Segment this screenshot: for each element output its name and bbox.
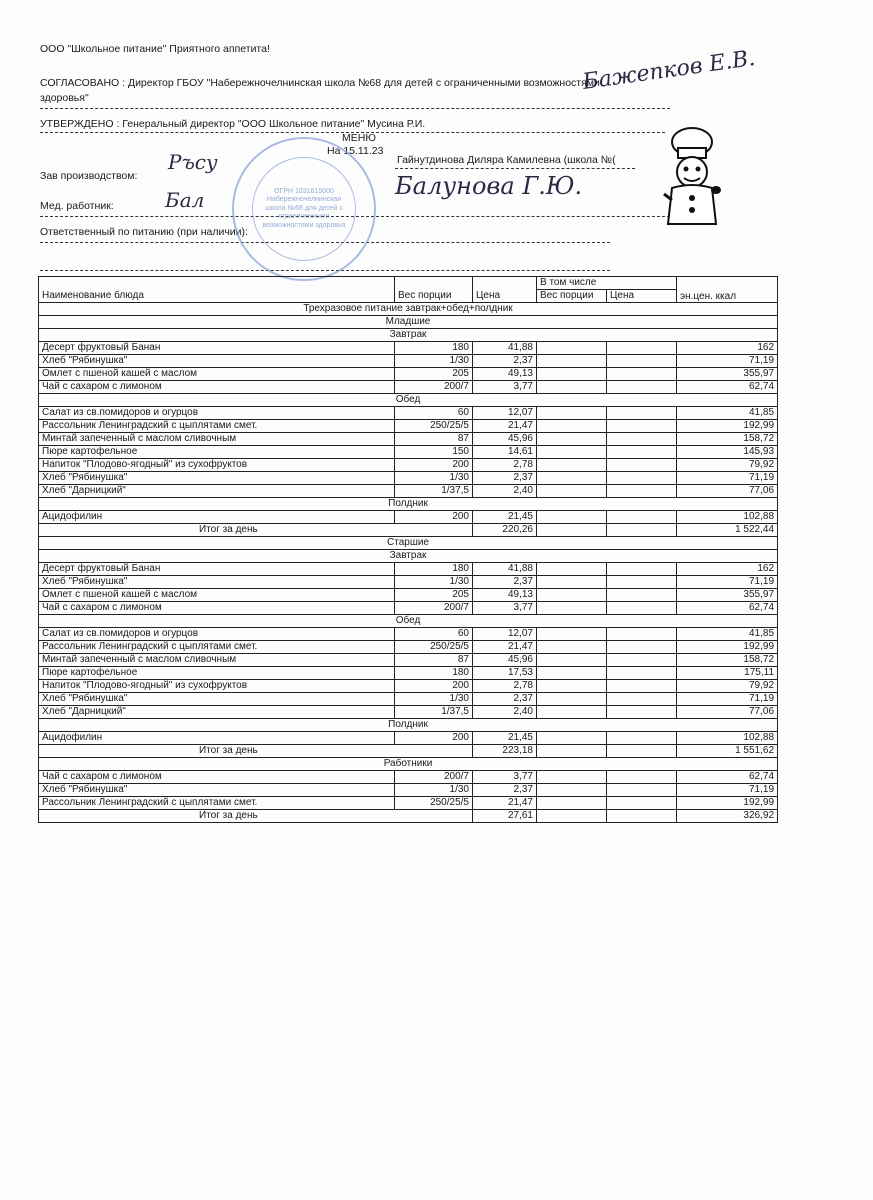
total-row — [39, 810, 778, 823]
dish-incl-weight — [537, 784, 607, 797]
dish-incl-price — [607, 563, 677, 576]
responsible-label: Ответственный по питанию (при наличии): — [40, 226, 248, 238]
stamp-text: ОГРН 1031619000 Набережночелнинская школа №68 для детей с ограниченными возможностями здоровья — [252, 157, 356, 261]
dish-name: Ацидофилин — [39, 511, 395, 524]
dish-price: 41,88 — [473, 563, 537, 576]
menu-table — [38, 276, 778, 823]
dish-incl-price — [607, 784, 677, 797]
total-price: 220,26 — [473, 524, 537, 537]
dish-incl-weight — [537, 602, 607, 615]
dish-energy: 192,99 — [677, 797, 778, 810]
dish-name: Минтай запеченный с маслом сливочным — [39, 654, 395, 667]
dish-incl-weight — [537, 667, 607, 680]
meal-label: Обед — [39, 615, 778, 628]
meal-label: Завтрак — [39, 550, 778, 563]
dish-weight: 60 — [395, 628, 473, 641]
dish-incl-weight — [537, 693, 607, 706]
meal-row — [39, 550, 778, 563]
dish-incl-weight — [537, 771, 607, 784]
dish-energy: 158,72 — [677, 433, 778, 446]
table-row — [39, 342, 778, 355]
official-stamp — [232, 137, 376, 281]
total-incl-weight — [537, 524, 607, 537]
dish-name: Рассольник Ленинградский с цыплятами смет. — [39, 797, 395, 810]
dish-incl-price — [607, 693, 677, 706]
dish-weight: 1/30 — [395, 784, 473, 797]
table-row — [39, 420, 778, 433]
group-row — [39, 537, 778, 550]
dish-incl-price — [607, 654, 677, 667]
dish-price: 2,78 — [473, 459, 537, 472]
dish-energy: 71,19 — [677, 693, 778, 706]
dish-weight: 1/37,5 — [395, 485, 473, 498]
table-row — [39, 693, 778, 706]
total-incl-price — [607, 524, 677, 537]
dish-weight: 1/30 — [395, 355, 473, 368]
total-label: Итог за день — [39, 810, 473, 823]
dish-price: 12,07 — [473, 407, 537, 420]
dish-price: 2,37 — [473, 693, 537, 706]
dish-energy: 145,93 — [677, 446, 778, 459]
dish-price: 2,37 — [473, 355, 537, 368]
meal-label: Обед — [39, 394, 778, 407]
dish-weight: 200 — [395, 732, 473, 745]
dish-incl-price — [607, 511, 677, 524]
total-label: Итог за день — [39, 524, 473, 537]
dish-incl-weight — [537, 459, 607, 472]
dish-weight: 250/25/5 — [395, 797, 473, 810]
confirmed-line: УТВЕРЖДЕНО : Генеральный директор "ООО Школьное питание" Мусина Р.И. — [40, 118, 426, 130]
dish-weight: 200/7 — [395, 602, 473, 615]
menu-title: МЕНЮ — [342, 132, 376, 144]
dish-weight: 250/25/5 — [395, 641, 473, 654]
dish-weight: 250/25/5 — [395, 420, 473, 433]
meal-label: Завтрак — [39, 329, 778, 342]
dish-weight: 200/7 — [395, 381, 473, 394]
dish-energy: 41,85 — [677, 628, 778, 641]
dish-weight: 200/7 — [395, 771, 473, 784]
dish-weight: 205 — [395, 589, 473, 602]
dish-incl-weight — [537, 589, 607, 602]
dish-incl-price — [607, 446, 677, 459]
meal-label: Полдник — [39, 498, 778, 511]
dish-incl-price — [607, 602, 677, 615]
table-row — [39, 407, 778, 420]
signature-prod-head: Ръсу — [168, 150, 218, 174]
table-row — [39, 667, 778, 680]
dish-weight: 1/30 — [395, 472, 473, 485]
group-label: Старшие — [39, 537, 778, 550]
total-energy: 326,92 — [677, 810, 778, 823]
dish-name: Омлет с пшеной кашей с маслом — [39, 589, 395, 602]
banner-cell: Трехразовое питание завтрак+обед+полдник — [39, 303, 778, 316]
table-row — [39, 589, 778, 602]
total-price: 27,61 — [473, 810, 537, 823]
dish-energy: 162 — [677, 342, 778, 355]
dish-price: 2,78 — [473, 680, 537, 693]
dish-name: Десерт фруктовый Банан — [39, 563, 395, 576]
dish-incl-weight — [537, 472, 607, 485]
dish-name: Хлеб "Рябинушка" — [39, 576, 395, 589]
dish-name: Салат из св.помидоров и огурцов — [39, 407, 395, 420]
table-row — [39, 355, 778, 368]
dish-name: Хлеб "Рябинушка" — [39, 693, 395, 706]
signature-med: Балунова Г.Ю. — [395, 172, 583, 200]
total-price: 223,18 — [473, 745, 537, 758]
total-incl-price — [607, 745, 677, 758]
prod-head-label: Зав производством: — [40, 170, 138, 182]
dish-weight: 1/30 — [395, 576, 473, 589]
table-row — [39, 797, 778, 810]
dish-energy: 355,97 — [677, 589, 778, 602]
dish-incl-weight — [537, 355, 607, 368]
dish-energy: 192,99 — [677, 420, 778, 433]
dish-price: 49,13 — [473, 589, 537, 602]
dish-energy: 79,92 — [677, 459, 778, 472]
group-row — [39, 758, 778, 771]
dish-energy: 71,19 — [677, 355, 778, 368]
table-row — [39, 654, 778, 667]
dish-name: Напиток "Плодово-ягодный" из сухофруктов — [39, 680, 395, 693]
dish-price: 2,37 — [473, 576, 537, 589]
group-label: Работники — [39, 758, 778, 771]
dish-name: Десерт фруктовый Банан — [39, 342, 395, 355]
dish-energy: 77,06 — [677, 706, 778, 719]
dish-price: 21,45 — [473, 511, 537, 524]
total-label: Итог за день — [39, 745, 473, 758]
dish-weight: 1/37,5 — [395, 706, 473, 719]
dish-energy: 162 — [677, 563, 778, 576]
dish-incl-price — [607, 342, 677, 355]
col-header-incl-weight: Вес порции — [537, 290, 607, 303]
dish-incl-weight — [537, 511, 607, 524]
org-line: ООО "Школьное питание" Приятного аппетита! — [40, 43, 270, 55]
dish-energy: 71,19 — [677, 576, 778, 589]
dish-price: 45,96 — [473, 654, 537, 667]
divider-prod-head — [395, 168, 635, 169]
dish-incl-weight — [537, 342, 607, 355]
dish-incl-weight — [537, 446, 607, 459]
dish-name: Рассольник Ленинградский с цыплятами смет. — [39, 641, 395, 654]
dish-weight: 87 — [395, 654, 473, 667]
total-incl-weight — [537, 810, 607, 823]
dish-incl-price — [607, 472, 677, 485]
dish-incl-weight — [537, 407, 607, 420]
dish-incl-weight — [537, 368, 607, 381]
meal-row — [39, 498, 778, 511]
dish-weight: 180 — [395, 342, 473, 355]
table-row — [39, 511, 778, 524]
dish-weight: 200 — [395, 680, 473, 693]
table-row — [39, 563, 778, 576]
dish-name: Минтай запеченный с маслом сливочным — [39, 433, 395, 446]
dish-weight: 205 — [395, 368, 473, 381]
table-row — [39, 628, 778, 641]
dish-incl-price — [607, 667, 677, 680]
dish-incl-weight — [537, 563, 607, 576]
table-row — [39, 433, 778, 446]
col-header-incl: В том числе — [537, 277, 677, 290]
dish-energy: 41,85 — [677, 407, 778, 420]
group-row — [39, 316, 778, 329]
table-row — [39, 732, 778, 745]
table-row — [39, 706, 778, 719]
dish-incl-weight — [537, 732, 607, 745]
dish-weight: 200 — [395, 459, 473, 472]
dish-incl-weight — [537, 433, 607, 446]
dish-name: Салат из св.помидоров и огурцов — [39, 628, 395, 641]
dish-incl-weight — [537, 654, 607, 667]
dish-incl-price — [607, 706, 677, 719]
dish-name: Хлеб "Рябинушка" — [39, 784, 395, 797]
dish-weight: 180 — [395, 667, 473, 680]
dish-price: 12,07 — [473, 628, 537, 641]
dish-price: 41,88 — [473, 342, 537, 355]
dish-energy: 71,19 — [677, 472, 778, 485]
dish-weight: 1/30 — [395, 693, 473, 706]
table-row — [39, 576, 778, 589]
dish-incl-price — [607, 680, 677, 693]
dish-incl-price — [607, 459, 677, 472]
dish-price: 45,96 — [473, 433, 537, 446]
dish-energy: 355,97 — [677, 368, 778, 381]
dish-energy: 158,72 — [677, 654, 778, 667]
dish-weight: 60 — [395, 407, 473, 420]
total-incl-price — [607, 810, 677, 823]
dish-incl-weight — [537, 641, 607, 654]
dish-name: Ацидофилин — [39, 732, 395, 745]
dish-incl-weight — [537, 797, 607, 810]
table-row — [39, 368, 778, 381]
menu-date: На 15.11.23 — [327, 145, 384, 157]
signature-director: Бажепков Е.В. — [581, 46, 757, 95]
dish-incl-price — [607, 433, 677, 446]
meal-row — [39, 329, 778, 342]
total-incl-weight — [537, 745, 607, 758]
table-row — [39, 680, 778, 693]
dish-weight: 200 — [395, 511, 473, 524]
col-header-name: Наименование блюда — [39, 277, 395, 303]
dish-name: Хлеб "Рябинушка" — [39, 355, 395, 368]
table-row — [39, 459, 778, 472]
dish-price: 49,13 — [473, 368, 537, 381]
prod-head-name: Гайнутдинова Диляра Камилевна (школа №( — [397, 154, 616, 166]
dish-name: Чай с сахаром с лимоном — [39, 381, 395, 394]
dish-name: Пюре картофельное — [39, 446, 395, 459]
dish-price: 21,47 — [473, 797, 537, 810]
dish-name: Чай с сахаром с лимоном — [39, 771, 395, 784]
total-row — [39, 745, 778, 758]
dish-energy: 62,74 — [677, 602, 778, 615]
dish-incl-weight — [537, 485, 607, 498]
dish-incl-price — [607, 381, 677, 394]
dish-energy: 62,74 — [677, 771, 778, 784]
dish-incl-price — [607, 485, 677, 498]
signature-med-initial: Бал — [165, 188, 205, 212]
dish-name: Хлеб "Дарницкий" — [39, 485, 395, 498]
approved-line: СОГЛАСОВАНО : Директор ГБОУ "Набережночелнинская школа №68 для детей с ограниченными возможностями — [40, 77, 600, 89]
dish-name: Омлет с пшеной кашей с маслом — [39, 368, 395, 381]
group-label: Младшие — [39, 316, 778, 329]
total-energy: 1 522,44 — [677, 524, 778, 537]
dish-price: 14,61 — [473, 446, 537, 459]
table-row — [39, 641, 778, 654]
table-row — [39, 771, 778, 784]
dish-price: 2,40 — [473, 706, 537, 719]
table-row — [39, 381, 778, 394]
dish-price: 17,53 — [473, 667, 537, 680]
dish-energy: 77,06 — [677, 485, 778, 498]
dish-incl-price — [607, 420, 677, 433]
dish-name: Рассольник Ленинградский с цыплятами смет. — [39, 420, 395, 433]
col-header-incl-price: Цена — [607, 290, 677, 303]
dish-energy: 192,99 — [677, 641, 778, 654]
dish-weight: 87 — [395, 433, 473, 446]
dish-weight: 180 — [395, 563, 473, 576]
dish-name: Пюре картофельное — [39, 667, 395, 680]
table-row — [39, 485, 778, 498]
dish-price: 21,47 — [473, 641, 537, 654]
col-header-energy: эн.цен. ккал — [677, 277, 778, 303]
dish-incl-weight — [537, 420, 607, 433]
dish-name: Хлеб "Дарницкий" — [39, 706, 395, 719]
dish-price: 21,47 — [473, 420, 537, 433]
table-row — [39, 602, 778, 615]
dish-name: Чай с сахаром с лимоном — [39, 602, 395, 615]
dish-weight: 150 — [395, 446, 473, 459]
table-header-row — [39, 277, 778, 290]
dish-incl-price — [607, 797, 677, 810]
dish-incl-price — [607, 641, 677, 654]
divider-approved — [40, 108, 670, 109]
dish-energy: 79,92 — [677, 680, 778, 693]
med-label: Мед. работник: — [40, 200, 114, 212]
dish-price: 3,77 — [473, 771, 537, 784]
table-row — [39, 784, 778, 797]
dish-energy: 175,11 — [677, 667, 778, 680]
dish-energy: 102,88 — [677, 511, 778, 524]
dish-name: Хлеб "Рябинушка" — [39, 472, 395, 485]
dish-incl-weight — [537, 628, 607, 641]
dish-incl-weight — [537, 706, 607, 719]
dish-incl-price — [607, 355, 677, 368]
col-header-price: Цена — [473, 277, 537, 303]
dish-price: 2,37 — [473, 472, 537, 485]
dish-incl-weight — [537, 576, 607, 589]
dish-price: 2,37 — [473, 784, 537, 797]
table-row — [39, 472, 778, 485]
meal-row — [39, 615, 778, 628]
total-row — [39, 524, 778, 537]
dish-incl-price — [607, 771, 677, 784]
approved-line-cont: здоровья" — [40, 92, 89, 104]
dish-price: 3,77 — [473, 602, 537, 615]
total-energy: 1 551,62 — [677, 745, 778, 758]
dish-incl-price — [607, 576, 677, 589]
dish-incl-weight — [537, 381, 607, 394]
meal-row — [39, 719, 778, 732]
dish-incl-weight — [537, 680, 607, 693]
table-row — [39, 446, 778, 459]
dish-price: 2,40 — [473, 485, 537, 498]
chef-mascot-icon — [658, 124, 726, 232]
dish-price: 21,45 — [473, 732, 537, 745]
meal-label: Полдник — [39, 719, 778, 732]
dish-energy: 71,19 — [677, 784, 778, 797]
banner-row — [39, 303, 778, 316]
dish-incl-price — [607, 628, 677, 641]
dish-energy: 102,88 — [677, 732, 778, 745]
dish-incl-price — [607, 589, 677, 602]
col-header-weight: Вес порции — [395, 277, 473, 303]
meal-row — [39, 394, 778, 407]
dish-incl-price — [607, 732, 677, 745]
dish-incl-price — [607, 368, 677, 381]
dish-energy: 62,74 — [677, 381, 778, 394]
dish-name: Напиток "Плодово-ягодный" из сухофруктов — [39, 459, 395, 472]
dish-incl-price — [607, 407, 677, 420]
dish-price: 3,77 — [473, 381, 537, 394]
